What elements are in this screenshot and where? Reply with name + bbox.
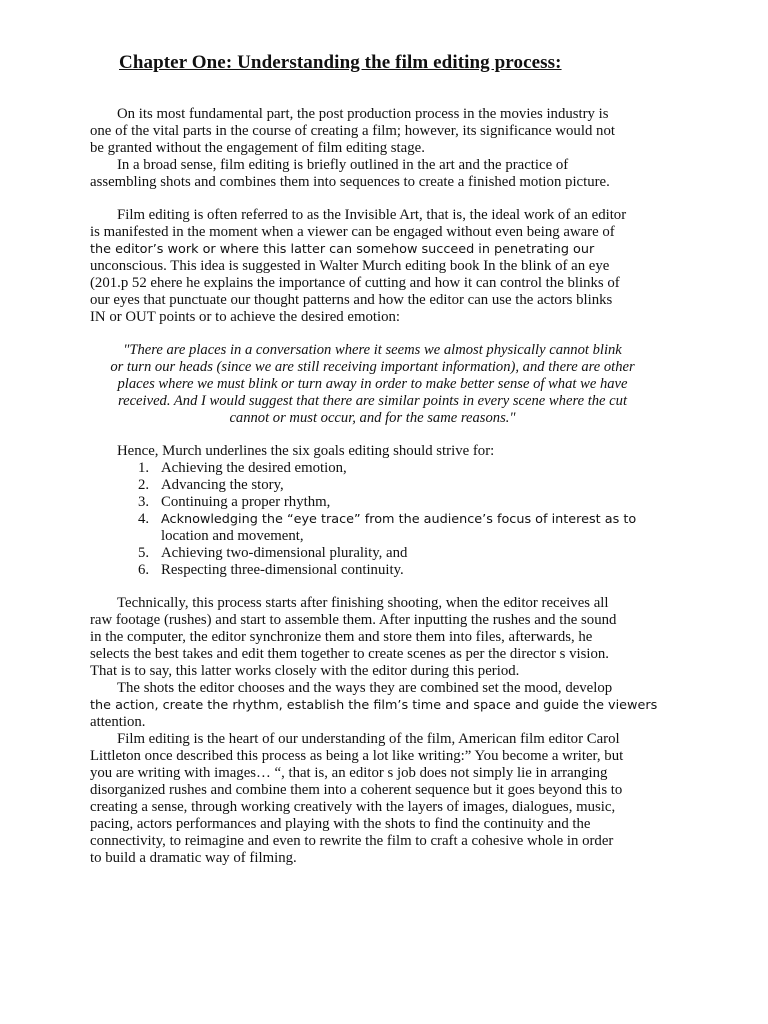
paragraph-line: connectivity, to reimagine and even to rewrite the film to craft a cohesive whole in order xyxy=(90,833,614,849)
paragraph-line: to build a dramatic way of filming. xyxy=(90,850,297,866)
paragraph-line: selects the best takes and edit them together to create scenes as per the director s vision. xyxy=(90,646,609,662)
paragraph-line: the editor’s work or where this latter can somehow succeed in penetrating our xyxy=(90,242,595,257)
paragraph-line: one of the vital parts in the course of creating a film; however, its significance would not xyxy=(90,123,615,139)
list-number: 3. xyxy=(138,494,150,510)
list-number: 1. xyxy=(138,460,150,476)
paragraph-line: in the computer, the editor synchronize them and store them into files, afterwards, he xyxy=(90,629,593,645)
list-text: Achieving two-dimensional plurality, and xyxy=(161,545,408,561)
block-quote-line: places where we must blink or turn away in order to make better sense of what we have xyxy=(117,376,628,392)
list-number: 5. xyxy=(138,545,150,561)
goal-list-item xyxy=(138,545,407,562)
block-quote-line: cannot or must occur, and for the same reasons." xyxy=(229,410,516,426)
chapter-title: Chapter One: Understanding the film editing process: xyxy=(119,52,562,73)
paragraph-line: creating a sense, through working creatively with the layers of images, dialogues, music, xyxy=(90,799,616,815)
paragraph-line: Film editing is often referred to as the Invisible Art, that is, the ideal work of an editor xyxy=(117,207,627,223)
list-intro: Hence, Murch underlines the six goals editing should strive for: xyxy=(117,443,495,459)
goal-list-item-continued: location and movement, xyxy=(161,528,304,544)
list-number: 2. xyxy=(138,477,150,493)
block-quote-line: received. And I would suggest that there are similar points in every scene where the cut xyxy=(117,393,628,409)
paragraph-line: The shots the editor chooses and the ways they are combined set the mood, develop xyxy=(117,680,613,696)
paragraph-line: be granted without the engagement of film editing stage. xyxy=(90,140,425,156)
paragraph-line: IN or OUT points or to achieve the desired emotion: xyxy=(90,309,400,325)
paragraph-line: Film editing is the heart of our understanding of the film, American film editor Carol xyxy=(117,731,620,747)
paragraph-line: Littleton once described this process as being a lot like writing:” You become a writer, but xyxy=(90,748,624,764)
paragraph-line: attention. xyxy=(90,714,146,730)
goal-list-item xyxy=(138,477,284,494)
block-quote-line: "There are places in a conversation where it seems we almost physically cannot blink xyxy=(123,342,622,358)
paragraph-line: you are writing with images… “, that is, an editor s job does not simply lie in arranging xyxy=(90,765,608,781)
goal-list-item xyxy=(138,562,404,579)
paragraph-line: (201.p 52 ehere he explains the importance of cutting and how it can control the blinks of xyxy=(90,275,620,291)
list-text: Advancing the story, xyxy=(161,477,284,493)
list-number: 6. xyxy=(138,562,150,578)
list-text: Continuing a proper rhythm, xyxy=(161,494,331,510)
goal-list-item xyxy=(138,511,636,528)
paragraph-line: On its most fundamental part, the post production process in the movies industry is xyxy=(117,106,609,122)
list-number: 4. xyxy=(138,511,150,527)
list-text: Achieving the desired emotion, xyxy=(161,460,347,476)
paragraph-line: assembling shots and combines them into sequences to create a finished motion picture. xyxy=(90,174,610,190)
paragraph-line: raw footage (rushes) and start to assemble them. After inputting the rushes and the sound xyxy=(90,612,617,628)
paragraph-line: That is to say, this latter works closely with the editor during this period. xyxy=(90,663,520,679)
paragraph-line: is manifested in the moment when a viewer can be engaged without even being aware of xyxy=(90,224,615,240)
list-text: Respecting three-dimensional continuity. xyxy=(161,562,404,578)
paragraph-line: our eyes that punctuate our thought patterns and how the editor can use the actors blinks xyxy=(90,292,613,308)
goal-list-item xyxy=(138,494,330,511)
paragraph-line: Technically, this process starts after finishing shooting, when the editor receives all xyxy=(117,595,609,611)
paragraph-line: disorganized rushes and combine them into a coherent sequence but it goes beyond this to xyxy=(90,782,623,798)
paragraph-line: the action, create the rhythm, establish the film’s time and space and guide the viewers xyxy=(90,698,658,713)
list-text: Acknowledging the “eye trace” from the audience’s focus of interest as to xyxy=(161,512,637,527)
paragraph-line: In a broad sense, film editing is briefly outlined in the art and the practice of xyxy=(117,157,569,173)
paragraph-line: pacing, actors performances and playing with the shots to find the continuity and the xyxy=(90,816,591,832)
goal-list-item xyxy=(138,460,347,477)
block-quote-line: or turn our heads (since we are still receiving important information), and there are other xyxy=(110,359,635,375)
paragraph-line: unconscious. This idea is suggested in Walter Murch editing book In the blink of an eye xyxy=(90,258,610,274)
